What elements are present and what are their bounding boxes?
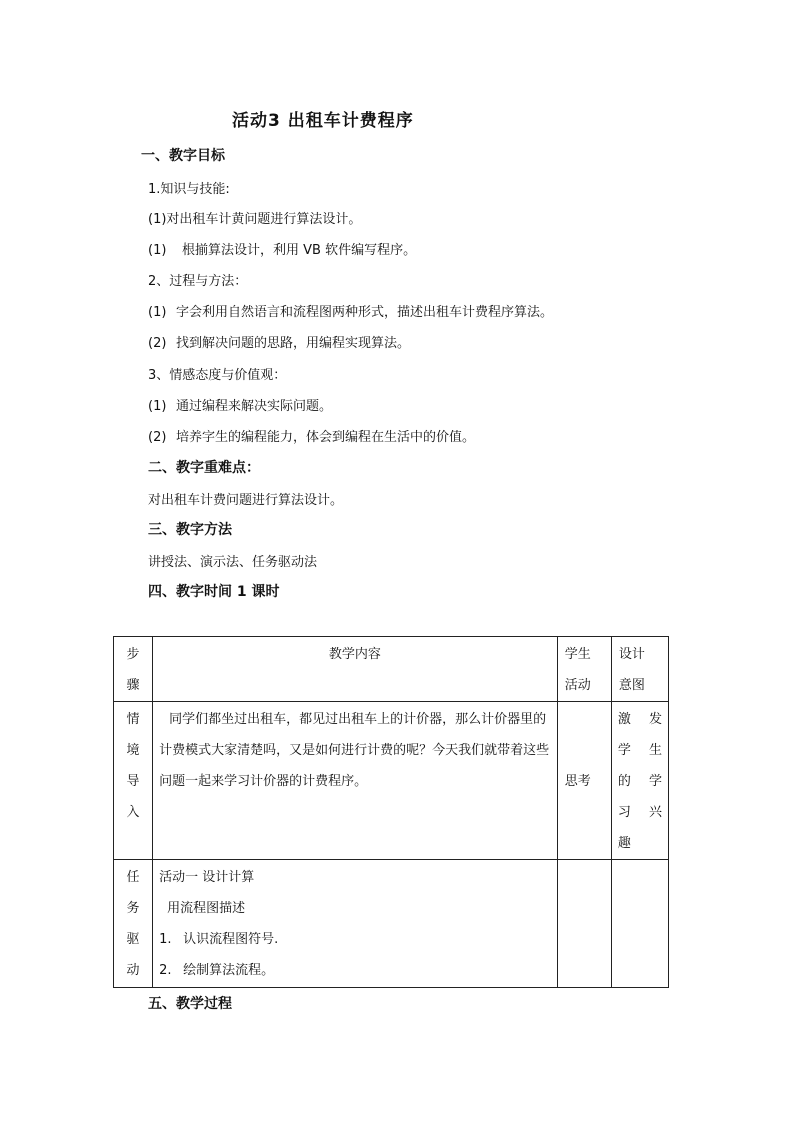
- item-text: 通过编程来解决实际问题。: [176, 399, 333, 414]
- activity-title: 活动一 设计计算: [159, 870, 255, 885]
- item-text: 认识流程图符号.: [183, 932, 279, 947]
- item-number: (2): [148, 430, 167, 445]
- header-design-cell: [611, 637, 668, 702]
- section-heading-process: 五、教学过程: [148, 996, 232, 1012]
- goal-item: [148, 332, 410, 351]
- page-title: 活动3 出租车计费程序: [232, 111, 414, 131]
- item-number: 1.: [159, 932, 172, 947]
- content-text: 同学们都坐过出租车，都见过出租车上的计价器，那么计价器里的计费模式大家清楚吗，又是如何进行计费的呢？今天我们就带着这些问题一起来学习计价器的计费程序。: [159, 712, 550, 789]
- item-text: 字会利用自然语言和流程图两种形式，描述出租车计费程序算法。: [176, 305, 554, 320]
- lesson-plan-table: [113, 636, 669, 988]
- header-design-label: 设计: [618, 647, 645, 662]
- design-char: 趣: [617, 836, 631, 851]
- item-text: 培养字生的编程能力，体会到编程在生活中的价值。: [176, 430, 476, 445]
- header-content-cell: [153, 637, 558, 702]
- subheading-process: 2、过程与方法：: [148, 274, 248, 289]
- item-number: (1): [148, 399, 167, 414]
- step-cell: [114, 860, 153, 988]
- design-char: 发: [648, 712, 662, 727]
- step-char: 境: [126, 743, 140, 758]
- header-student-label: 学生: [564, 647, 591, 662]
- design-char: 生: [648, 743, 662, 758]
- methods-text: 讲授法、演示法、任务驱动法: [148, 555, 318, 570]
- item-number: (1): [148, 243, 167, 258]
- section-heading-key-points: 二、教字重难点：: [148, 460, 260, 476]
- item-text: 根揃算法设计，利用 VB 软件编写程序。: [182, 243, 417, 258]
- header-content-label: 教学内容: [328, 647, 381, 662]
- item-text: 绘制算法流程。: [183, 963, 275, 978]
- goal-item: [148, 301, 553, 320]
- step-char: 导: [126, 774, 140, 789]
- header-step-char: 骤: [126, 678, 140, 693]
- key-points-text: 对出租车计费问题进行算法设计。: [148, 493, 344, 508]
- section-heading-goals: 一、教字目标: [141, 148, 225, 164]
- step-char: 任: [126, 870, 140, 885]
- step-char: 务: [126, 901, 140, 916]
- header-student-cell: [557, 637, 611, 702]
- goal-item: (1)对出租车计黄问题进行算法设计。: [148, 212, 362, 227]
- design-char: 激: [617, 712, 631, 727]
- step-char: 入: [126, 805, 140, 820]
- item-number: (2): [148, 336, 167, 351]
- goal-item: [148, 395, 332, 414]
- table-row: [114, 702, 669, 860]
- header-step-char: 步: [126, 647, 140, 662]
- design-char: 学: [617, 743, 631, 758]
- subheading-attitude: 3、情感态度与价值观：: [148, 368, 287, 383]
- section-heading-time: 四、教字时间 1 课时: [148, 584, 280, 600]
- student-activity-cell: [557, 860, 611, 988]
- goal-item: [148, 239, 416, 258]
- section-heading-methods: 三、教字方法: [148, 522, 232, 538]
- design-char: 的: [617, 774, 631, 789]
- item-number: 2.: [159, 963, 172, 978]
- header-step-cell: [114, 637, 153, 702]
- student-activity-text: 思考: [564, 774, 591, 789]
- step-char: 情: [126, 712, 140, 727]
- design-char: 学: [648, 774, 662, 789]
- item-number: (1): [148, 305, 167, 320]
- design-intent-cell: [611, 702, 668, 860]
- design-char: 兴: [648, 805, 662, 820]
- goal-item: [148, 426, 475, 445]
- table-header-row: [114, 637, 669, 702]
- table-row: [114, 860, 669, 988]
- design-intent-cell: [611, 860, 668, 988]
- step-char: 动: [126, 963, 140, 978]
- item-text: 找到解决问题的思路，用编程实现算法。: [176, 336, 411, 351]
- content-cell: [153, 702, 558, 860]
- subheading-knowledge: 1.知识与技能:: [148, 182, 230, 197]
- activity-subtitle: 用流程图描述: [167, 901, 246, 916]
- student-activity-cell: [557, 702, 611, 860]
- header-student-label: 活动: [564, 678, 591, 693]
- step-char: 驱: [126, 932, 140, 947]
- design-char: 习: [617, 805, 631, 820]
- activity-list-item: [159, 955, 551, 986]
- header-design-label: 意图: [618, 678, 645, 693]
- step-cell: [114, 702, 153, 860]
- activity-list-item: [159, 924, 551, 955]
- content-cell: [153, 860, 558, 988]
